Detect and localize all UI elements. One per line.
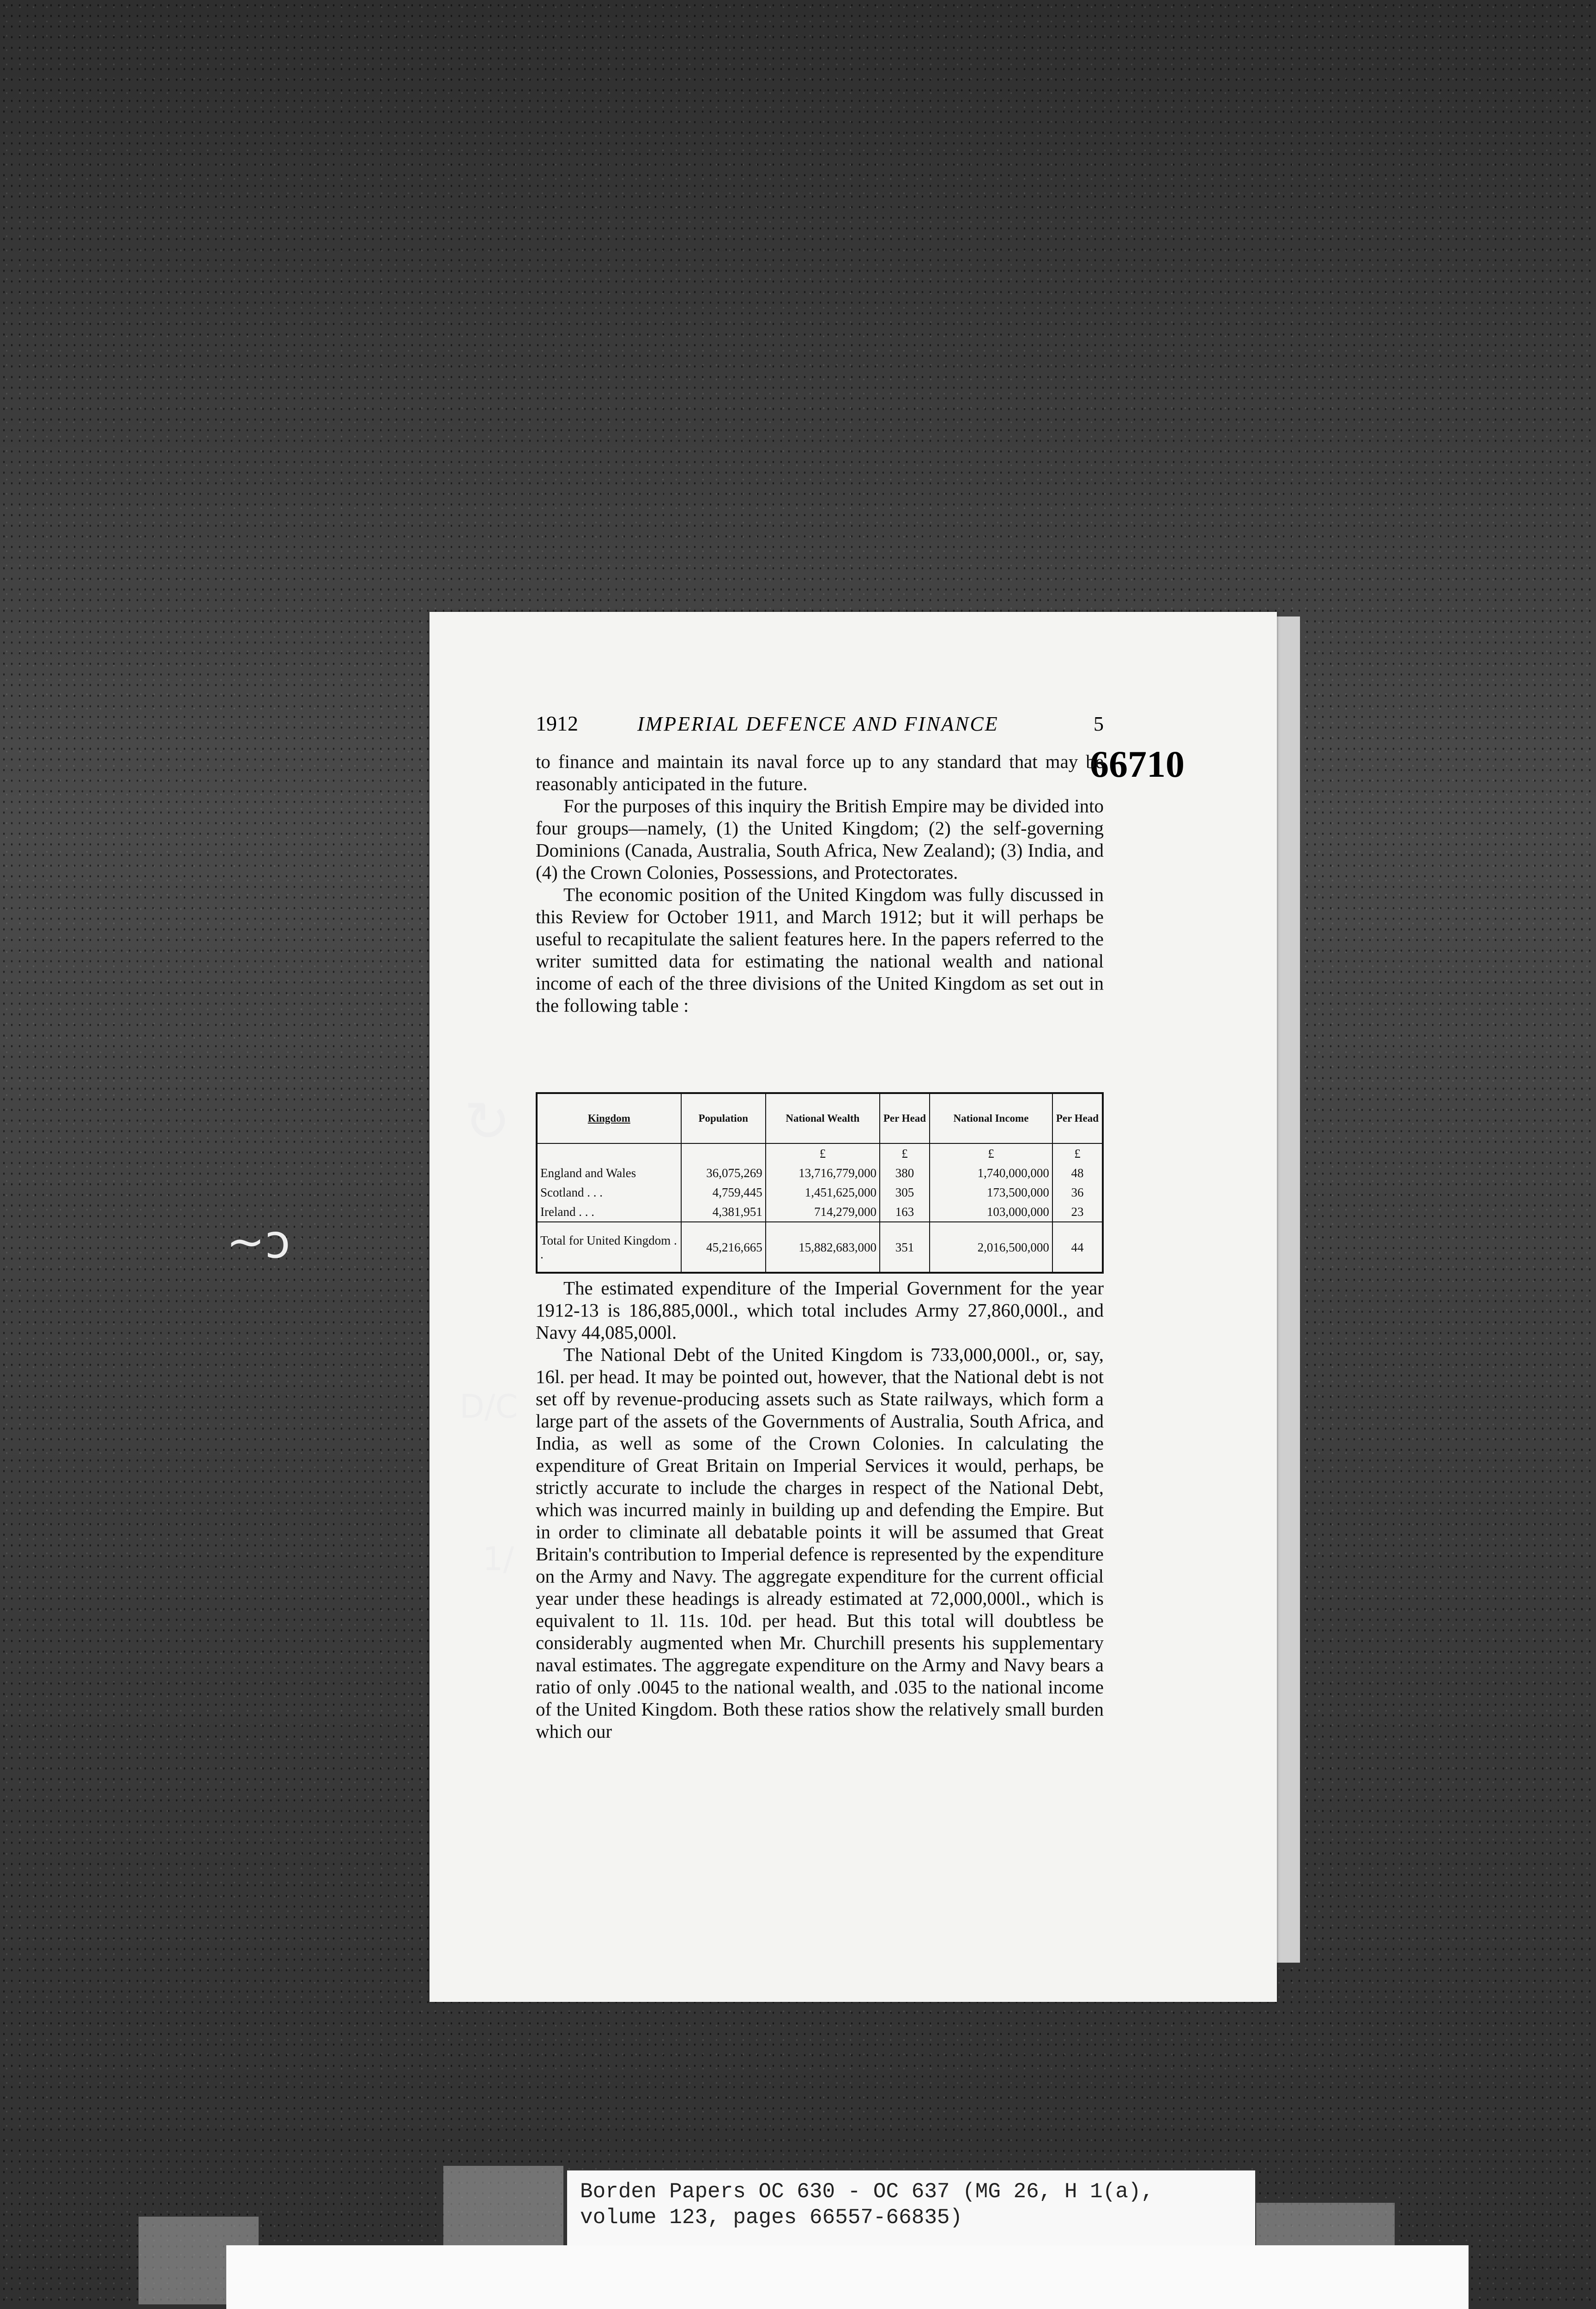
table-cell: 48 (1052, 1163, 1103, 1183)
table-row (537, 1202, 1103, 1222)
reference-line: Borden Papers OC 630 - OC 637 (MG 26, H 1(a), (580, 2180, 1154, 2204)
body-text-bottom (536, 1277, 1104, 1742)
table-cell: £ (1052, 1143, 1103, 1163)
table-cell: 714,279,000 (766, 1202, 880, 1222)
table-cell: £ (880, 1143, 930, 1163)
body-text-top (536, 750, 1104, 1016)
table-cell: 36 (1052, 1183, 1103, 1202)
paragraph: The estimated expenditure of the Imperial Government for the year 1912-13 is 186,885,000l., which total includes Army 27,860,000l., and Navy 44,085,000l. (536, 1277, 1104, 1343)
table-cell (681, 1143, 766, 1163)
page-header (536, 711, 1104, 739)
table-cell (537, 1143, 681, 1163)
reference-line: volume 123, pages 66557-66835) (580, 2206, 963, 2230)
table-cell: 351 (880, 1222, 930, 1273)
paragraph: For the purposes of this inquiry the British Empire may be divided into four groups—namely, (1) the United Kingdom; (2) the self-governing Dominions (Canada, Australia, South Africa, New Zealand); (3) India, and (4) the Crown Colonies, Possessions, and Protectorates. (536, 795, 1104, 883)
table-cell: 305 (880, 1183, 930, 1202)
table-header: National Income (930, 1093, 1052, 1143)
table-cell: 23 (1052, 1202, 1103, 1222)
table-cell: 36,075,269 (681, 1163, 766, 1183)
table-header: Per Head (880, 1093, 930, 1143)
table-header: Kingdom (537, 1093, 681, 1143)
margin-mark: D/C (459, 1388, 518, 1426)
table-cell: 2,016,500,000 (930, 1222, 1052, 1273)
tape-piece (443, 2166, 563, 2254)
header-year: 1912 (536, 712, 578, 735)
table-cell: England and Wales (537, 1163, 681, 1183)
public-archives-card (226, 2245, 1469, 2309)
wealth-income-table (536, 1092, 1104, 1274)
table-cell: 173,500,000 (930, 1183, 1052, 1202)
page-number: 5 (1094, 713, 1104, 735)
header-title: IMPERIAL DEFENCE AND FINANCE (637, 713, 999, 735)
margin-mark: 1/ (483, 1540, 514, 1578)
table-cell: 1,740,000,000 (930, 1163, 1052, 1183)
table-cell: 4,381,951 (681, 1202, 766, 1222)
table-cell: Total for United Kingdom . . (537, 1222, 681, 1273)
table-cell: 4,759,445 (681, 1183, 766, 1202)
handwritten-scribble-icon: ~ↄ (226, 1215, 290, 1269)
table-cell: 103,000,000 (930, 1202, 1052, 1222)
table-row (537, 1183, 1103, 1202)
reference-label (567, 2170, 1255, 2254)
table-cell: £ (766, 1143, 880, 1163)
table-header: National Wealth (766, 1093, 880, 1143)
table-header: Population (681, 1093, 766, 1143)
table-header-row (537, 1093, 1103, 1143)
table-currency-row (537, 1143, 1103, 1163)
table-row (537, 1163, 1103, 1183)
table-header: Per Head (1052, 1093, 1103, 1143)
table-cell: 44 (1052, 1222, 1103, 1273)
paragraph: The National Debt of the United Kingdom is 733,000,000l., or, say, 16l. per head. It may be pointed out, however, that the National debt is not set off by revenue-producing assets such as State railways, which form a large part of the assets of the Governments of Australia, South Africa, and India, as well as some of the Crown Colonies. In calculating the expenditure of Great Britain on Imperial Services it would, perhaps, be strictly accurate to include the charges in respect of the National Debt, which was incurred mainly in building up and defending the Empire. But in order to climinate all debatable points it will be assumed that Great Britain's contribution to Imperial defence is represented by the expenditure on the Army and Navy. The aggregate expenditure for the current official year under these headings is already estimated at 72,000,000l., which is equivalent to 1l. 11s. 10d. per head. But this total will doubtless be considerably augmented when Mr. Churchill presents his supplementary naval estimates. The aggregate expenditure on the Army and Navy bears a ratio of only .0045 to the national wealth, and .035 to the national income of the United Kingdom. Both these ratios show the relatively small burden which our (536, 1344, 1104, 1742)
table-cell: Ireland . . . (537, 1202, 681, 1222)
table-cell: 13,716,779,000 (766, 1163, 880, 1183)
table-total-row (537, 1222, 1103, 1273)
paragraph: The economic position of the United Kingdom was fully discussed in this Review for October 1911, and March 1912; but it will perhaps be useful to recapitulate the salient features here. In the papers referred to the writer sumitted data for estimating the national wealth and national income of each of the three divisions of the United Kingdom as set out in the following table : (536, 884, 1104, 1016)
table-cell: 1,451,625,000 (766, 1183, 880, 1202)
document-page (429, 612, 1277, 2002)
table-cell: Scotland . . . (537, 1183, 681, 1202)
table-cell: 163 (880, 1202, 930, 1222)
paragraph: to finance and maintain its naval force up to any standard that may be reasonably anticipated in the future. (536, 751, 1104, 794)
archive-stamp-number: 66710 (1090, 743, 1185, 785)
table-cell: 15,882,683,000 (766, 1222, 880, 1273)
table-cell: 45,216,665 (681, 1222, 766, 1273)
handwritten-scribble-icon: ↻ (464, 1090, 511, 1154)
table-cell: £ (930, 1143, 1052, 1163)
table-cell: 380 (880, 1163, 930, 1183)
